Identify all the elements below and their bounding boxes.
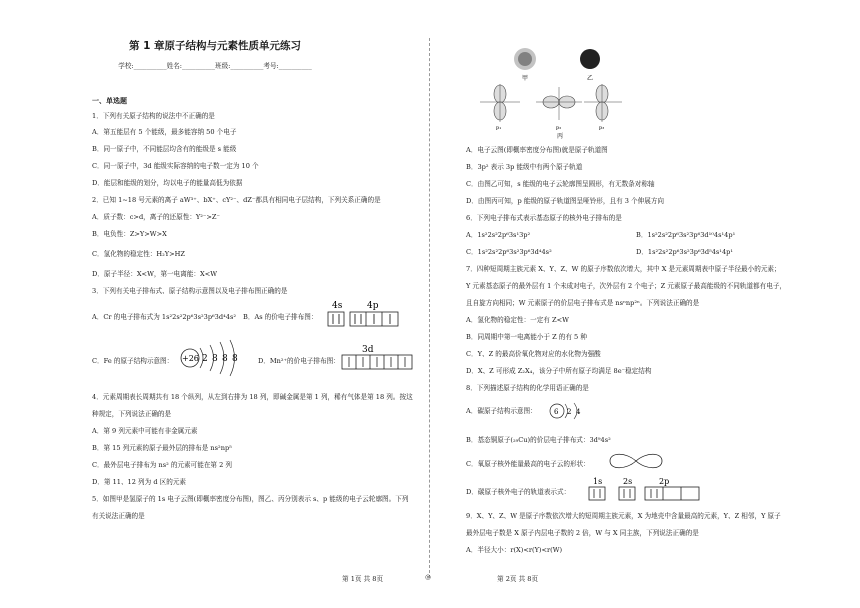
q7-option-d: D．X、Z 可形成 Z₂X₄，该分子中所有原子均满足 8e⁻稳定结构 [466,367,652,375]
question-4-cont: 种规定，下列说法正确的是 [92,410,172,418]
q7-option-a: A．氢化物的稳定性：一定有 Z<W [466,316,569,324]
question-7: 7．四种短周期主族元素 X、Y、Z、W 的原子序数依次增大，其中 X 是元素周期表中原子半径最小的元素； [466,265,781,273]
q3-option-a: A．Cr 的电子排布式为 1s²2s²2p⁶3s²3p⁶3d⁴4s² [92,313,236,321]
q1-option-d: D．能层和能级的划分，均以电子的能量高低为依据 [92,179,243,187]
question-7-line2: Y 元素基态原子的最外层有 1 个未成对电子，次外层有 2 个电子；Z 元素原子最高能级的不同轨道都有电子， [466,282,787,290]
question-4: 4．元素周期表长周期共有 18 个纵列，从左到右排为 18 列，即碱金属是第 1 列，稀有气体是第 18 列。按这 [92,393,413,401]
q2-option-b: B．电负性：Z>Y>W>X [92,230,167,238]
q6-option-c: C．1s²2s²2p⁶3s²3p⁶3d⁴4s² [466,248,552,256]
orbital-label-1s: 1s [593,477,603,486]
fe-structure-diagram [178,337,248,379]
question-5-cont: 有关说法正确的是 [92,512,145,520]
question-6: 6．下列电子排布式表示基态原子的核外电子排布的是 [466,214,622,222]
carbon-orbital-diagram [585,476,705,502]
mn-orbital-diagram [340,342,420,372]
figure-yi [580,49,600,82]
orbital-label-2p: 2p [659,477,670,486]
carbon-structure-diagram [548,400,588,422]
figure-bing [494,85,608,120]
q4-option-b: B．第 15 列元素的原子最外层的排布是 ns²np⁵ [92,444,232,452]
q9-option-a: A．半径大小：r(X)<r(Y)<r(W) [466,546,563,554]
label-p2: p₂ [556,125,562,131]
q6-option-b: B．1s²2s²2p⁶3s²3p⁶3d¹⁰4s¹4p¹ [636,231,736,239]
question-9-cont: 最外层电子数是 X 原子内层电子数的 2 倍，W 与 X 同主族，下列说法正确的是 [466,529,699,537]
q5-option-a: A．电子云图(即概率密度分布图)就是原子轨道图 [466,146,608,154]
question-1: 1．下列有关原子结构的说法中不正确的是 [92,112,215,120]
footer-right-page-number: 第 2页 共 8页 [497,575,539,583]
carbon-shell-2: 4 [576,408,581,416]
as-orbital-diagram [318,298,408,328]
q8-option-c: C．氧原子核外能量最高的电子云的形状： [466,460,590,468]
carbon-nucleus: 6 [554,408,559,416]
q2-option-c: C．氢化物的稳定性：H₂Y>HZ [92,250,185,258]
orbital-label-4p: 4p [367,301,379,311]
q4-option-a: A．第 9 列元素中可能有非金属元素 [92,427,198,435]
label-yi: 乙 [587,75,594,82]
student-info-line: 学校:__________姓名:__________班级:__________考号:__________ [118,62,312,70]
q5-option-d: D．由图丙可知，p 能级的原子轨道图呈哑铃形，且有 3 个伸展方向 [466,197,665,205]
orbital-label-4s: 4s [332,301,343,311]
q7-option-c: C．Y、Z 的最高价氧化物对应的水化物为强酸 [466,350,601,358]
q2-option-d: D．原子半径：X<W，第一电离能：X<W [92,270,217,278]
question-2: 2．已知 1~18 号元素的离子 aW³⁺、bX⁺、cY²⁻、dZ⁻都具有相同电子层结构，下列关系正确的是 [92,196,381,204]
label-bing: 丙 [557,133,564,140]
q2-option-a: A．质子数：c>d，离子的还原性：Y²⁻>Z⁻ [92,213,220,221]
fe-shell-3: 8 [222,354,228,364]
section-heading: 一、单选题 [92,97,127,105]
q4-option-d: D．第 11、12 列为 d 区的元素 [92,478,187,486]
page-title: 第 1 章原子结构与元素性质单元练习 [128,40,302,52]
figure-jia [514,48,536,82]
fe-shell-4: 8 [232,354,238,364]
label-p3: p₃ [599,125,605,131]
q3-option-b: B．As 的价电子排布图： [243,313,318,321]
q5-option-b: B．3p² 表示 3p 能级中有两个原子轨道 [466,163,583,171]
q3-option-c: C．Fe 的原子结构示意图： [92,357,174,365]
orbital-label-2s: 2s [623,477,633,486]
q8-option-a: A．碳原子结构示意图： [466,407,537,415]
carbon-shell-1: 2 [567,408,572,416]
orbital-label-3d: 3d [362,345,374,355]
q7-option-b: B．同周期中第一电离能小于 Z 的有 5 种 [466,333,587,341]
q6-option-a: A．1s²2s²2p⁶3s¹3p² [466,231,531,239]
orbital-figures [460,42,640,142]
question-8: 8．下列描述原子结构的化学用语正确的是 [466,384,589,392]
right-page [430,0,860,608]
q1-option-b: B．同一原子中，不同能层均含有的能级是 s 能级 [92,145,237,153]
fe-shell-2: 8 [212,354,218,364]
q5-option-c: C．由图乙可知，s 能级的电子云轮廓图呈圆形，有无数条对称轴 [466,180,655,188]
q6-option-d: D．1s²2s²2p⁶3s²3p⁶3d⁵4s¹4p¹ [636,248,734,256]
question-3: 3．下列有关电子排布式、原子结构示意图以及电子排布图正确的是 [92,287,288,295]
q1-option-c: C．同一原子中，3d 能级实际容纳的电子数一定为 10 个 [92,162,259,170]
question-7-line3: 且自旋方向相同；W 元素原子的价层电子排布式是 nsⁿnp²ⁿ。下列说法正确的是 [466,299,700,307]
q8-option-d: D．碳原子核外电子的轨道表示式： [466,488,571,496]
label-jia: 甲 [522,75,529,82]
fe-shell-1: 2 [202,354,208,364]
label-p1: p₁ [496,125,502,131]
question-5: 5．如图甲是氢原子的 1s 电子云图(即概率密度分布图)，图乙、丙分别表示 s、p 能级的电子云轮廓图。下列 [92,495,409,503]
q8-option-b: B．基态铜原子(₂₉Cu)的价层电子排布式：3d⁹4s² [466,436,611,444]
q3-option-d: D．Mn²⁺的价电子排布图： [258,357,340,365]
footer-left-page-number: 第 1页 共 8页 [342,575,384,583]
q4-option-c: C．最外层电子排布为 ns² 的元素可能在第 2 列 [92,461,232,469]
dumbbell-cloud-shape [606,452,666,470]
q1-option-a: A．第五能层有 5 个能级，最多能容纳 50 个电子 [92,128,237,136]
fe-nucleus-charge: +26 [182,354,199,363]
footer-center-mark: ◎ [425,573,431,581]
question-9: 9．X、Y、Z、W 是原子序数依次增大的短周期主族元素，X 为地壳中含量最高的元素，Y、Z 相邻，Y 原子 [466,512,781,520]
